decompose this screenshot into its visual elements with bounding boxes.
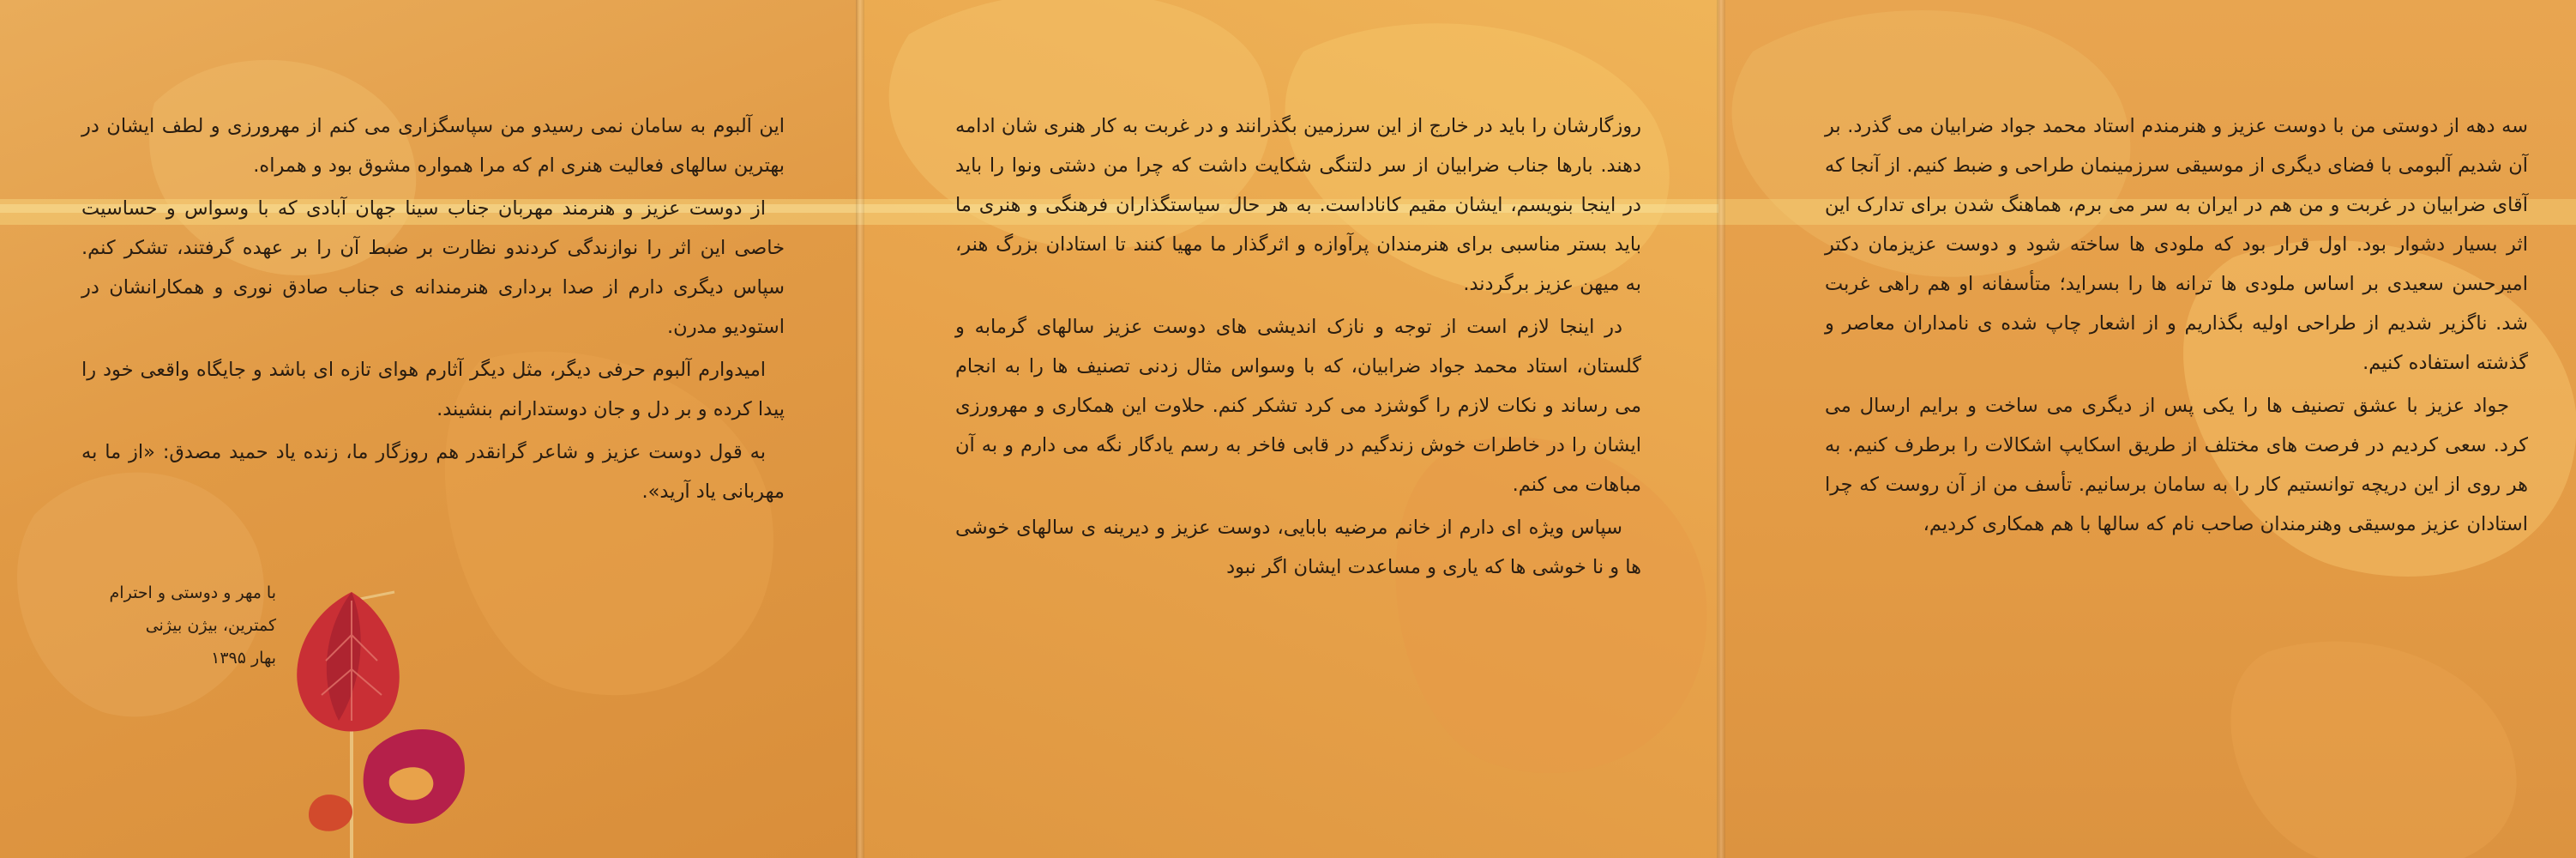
right-panel [1718,0,2576,858]
signature-greeting: با مهر و دوستی و احترام [109,583,276,602]
right-panel-text [1825,106,2528,547]
left-paragraph: از دوست عزیز و هنرمند مهربان جناب سینا جهان آبادی که با وسواس و حساسیت خاصی این اثر را نوازندگی کردندو نظارت بر ضبط آن را بر عهده گرفتند، تشکر کنم. سپاس دیگری دارم از صدا برداری هنرمندانه ی جناب صادق نوری و همکارانشان در استودیو مدرن. [81,197,785,338]
left-paragraph: امیدوارم آلبوم حرفی دیگر، مثل دیگر آثارم هوای تازه ای باشد و جایگاه واقعی خود را پیدا کرده و بر دل و جان دوستدارانم بنشیند. [81,359,785,420]
middle-panel [858,0,1718,858]
middle-paragraph: در اینجا لازم است از توجه و نازک اندیشی های دوست عزیز سالهای گرمابه و گلستان، استاد محمد جواد ضرابیان، که با وسواس مثال زدنی تصنیف ها را به انجام می رساند و نکات لازم را گوشزد می کرد تشکر کنم. حلاوت این همکاری و مهرورزی ایشان را در خاطرات خوش زندگیم در قابی فاخر به رسم یادگار نگه می دارم و به آن مباهات می کنم. [955,316,1641,496]
fold-line-left [856,0,864,858]
middle-paragraph: روزگارشان را باید در خارج از این سرزمین بگذرانند و در غربت به کار هنری شان ادامه دهند. بارها جناب ضرابیان از سر دلتنگی شکایت داشت که چرا من دشتی ونوا را باید در اینجا بنویسم، ایشان مقیم کاناداست. به هر حال سیاستگذاران فرهنگی و هنری ما باید بستر مناسبی برای هنرمندان پرآوازه و اثرگذار ما مهیا کنند تا استادان بزرگ هنر، به میهن عزیز برگردند. [955,115,1641,295]
middle-panel-text [955,106,1641,590]
left-paragraph: به قول دوست عزیز و شاعر گرانقدر هم روزگار ما، زنده یاد حمید مصدق: «از ما به مهربانی یاد آرید». [81,441,785,503]
left-panel [0,0,858,858]
leaf-emblem-icon [0,0,858,858]
right-paragraph: جواد عزیز با عشق تصنیف ها را یکی پس از دیگری می ساخت و برایم ارسال می کرد. سعی کردیم در فرصت های مختلف از طریق اسکایپ اشکالات را برطرف کنیم. به هر روی از این دریچه توانستیم کار را به سامان برسانیم. تأسف من از آن روست که چرا استادان عزیز موسیقی وهنرمندان صاحب نام که سالها با هم همکاری کردیم، [1825,395,2528,535]
signature-name: کمترین، بیژن بیژنی [145,616,276,635]
left-paragraph: این آلبوم به سامان نمی رسیدو من سپاسگزاری می کنم از مهرورزی و لطف ایشان در بهترین سالهای فعالیت هنری ام که مرا همواره مشوق بود و همراه. [81,115,785,177]
signature-date: بهار ۱۳۹۵ [211,649,276,668]
middle-paragraph: سپاس ویژه ای دارم از خانم مرضیه بابایی، دوست عزیز و دیرینه ی سالهای خوشی ها و نا خوشی ها که یاری و مساعدت ایشان اگر نبود [955,517,1641,578]
fold-line-right [1717,0,1725,858]
right-paragraph: سه دهه از دوستی من با دوست عزیز و هنرمندم استاد محمد جواد ضرابیان می گذرد. بر آن شدیم آلبومی با فضای دیگری از موسیقی سرزمینمان طراحی و ضبط کنیم. از آنجا که آقای ضرابیان در غربت و من هم در ایران به سر می برم، هماهنگ شدن برای تدارک این اثر بسیار دشوار بود. اول قرار بود که ملودی ها ساخته شود و دوست عزیزمان دکتر امیرحسن سعیدی بر اساس ملودی ها ترانه ها را بسراید؛ متأسفانه او هم راهی غربت شد. ناگزیر شدیم از طراحی اولیه بگذاریم و از اشعار چاپ شده ی نامداران معاصر و گذشته استفاده کنیم. [1825,115,2528,374]
